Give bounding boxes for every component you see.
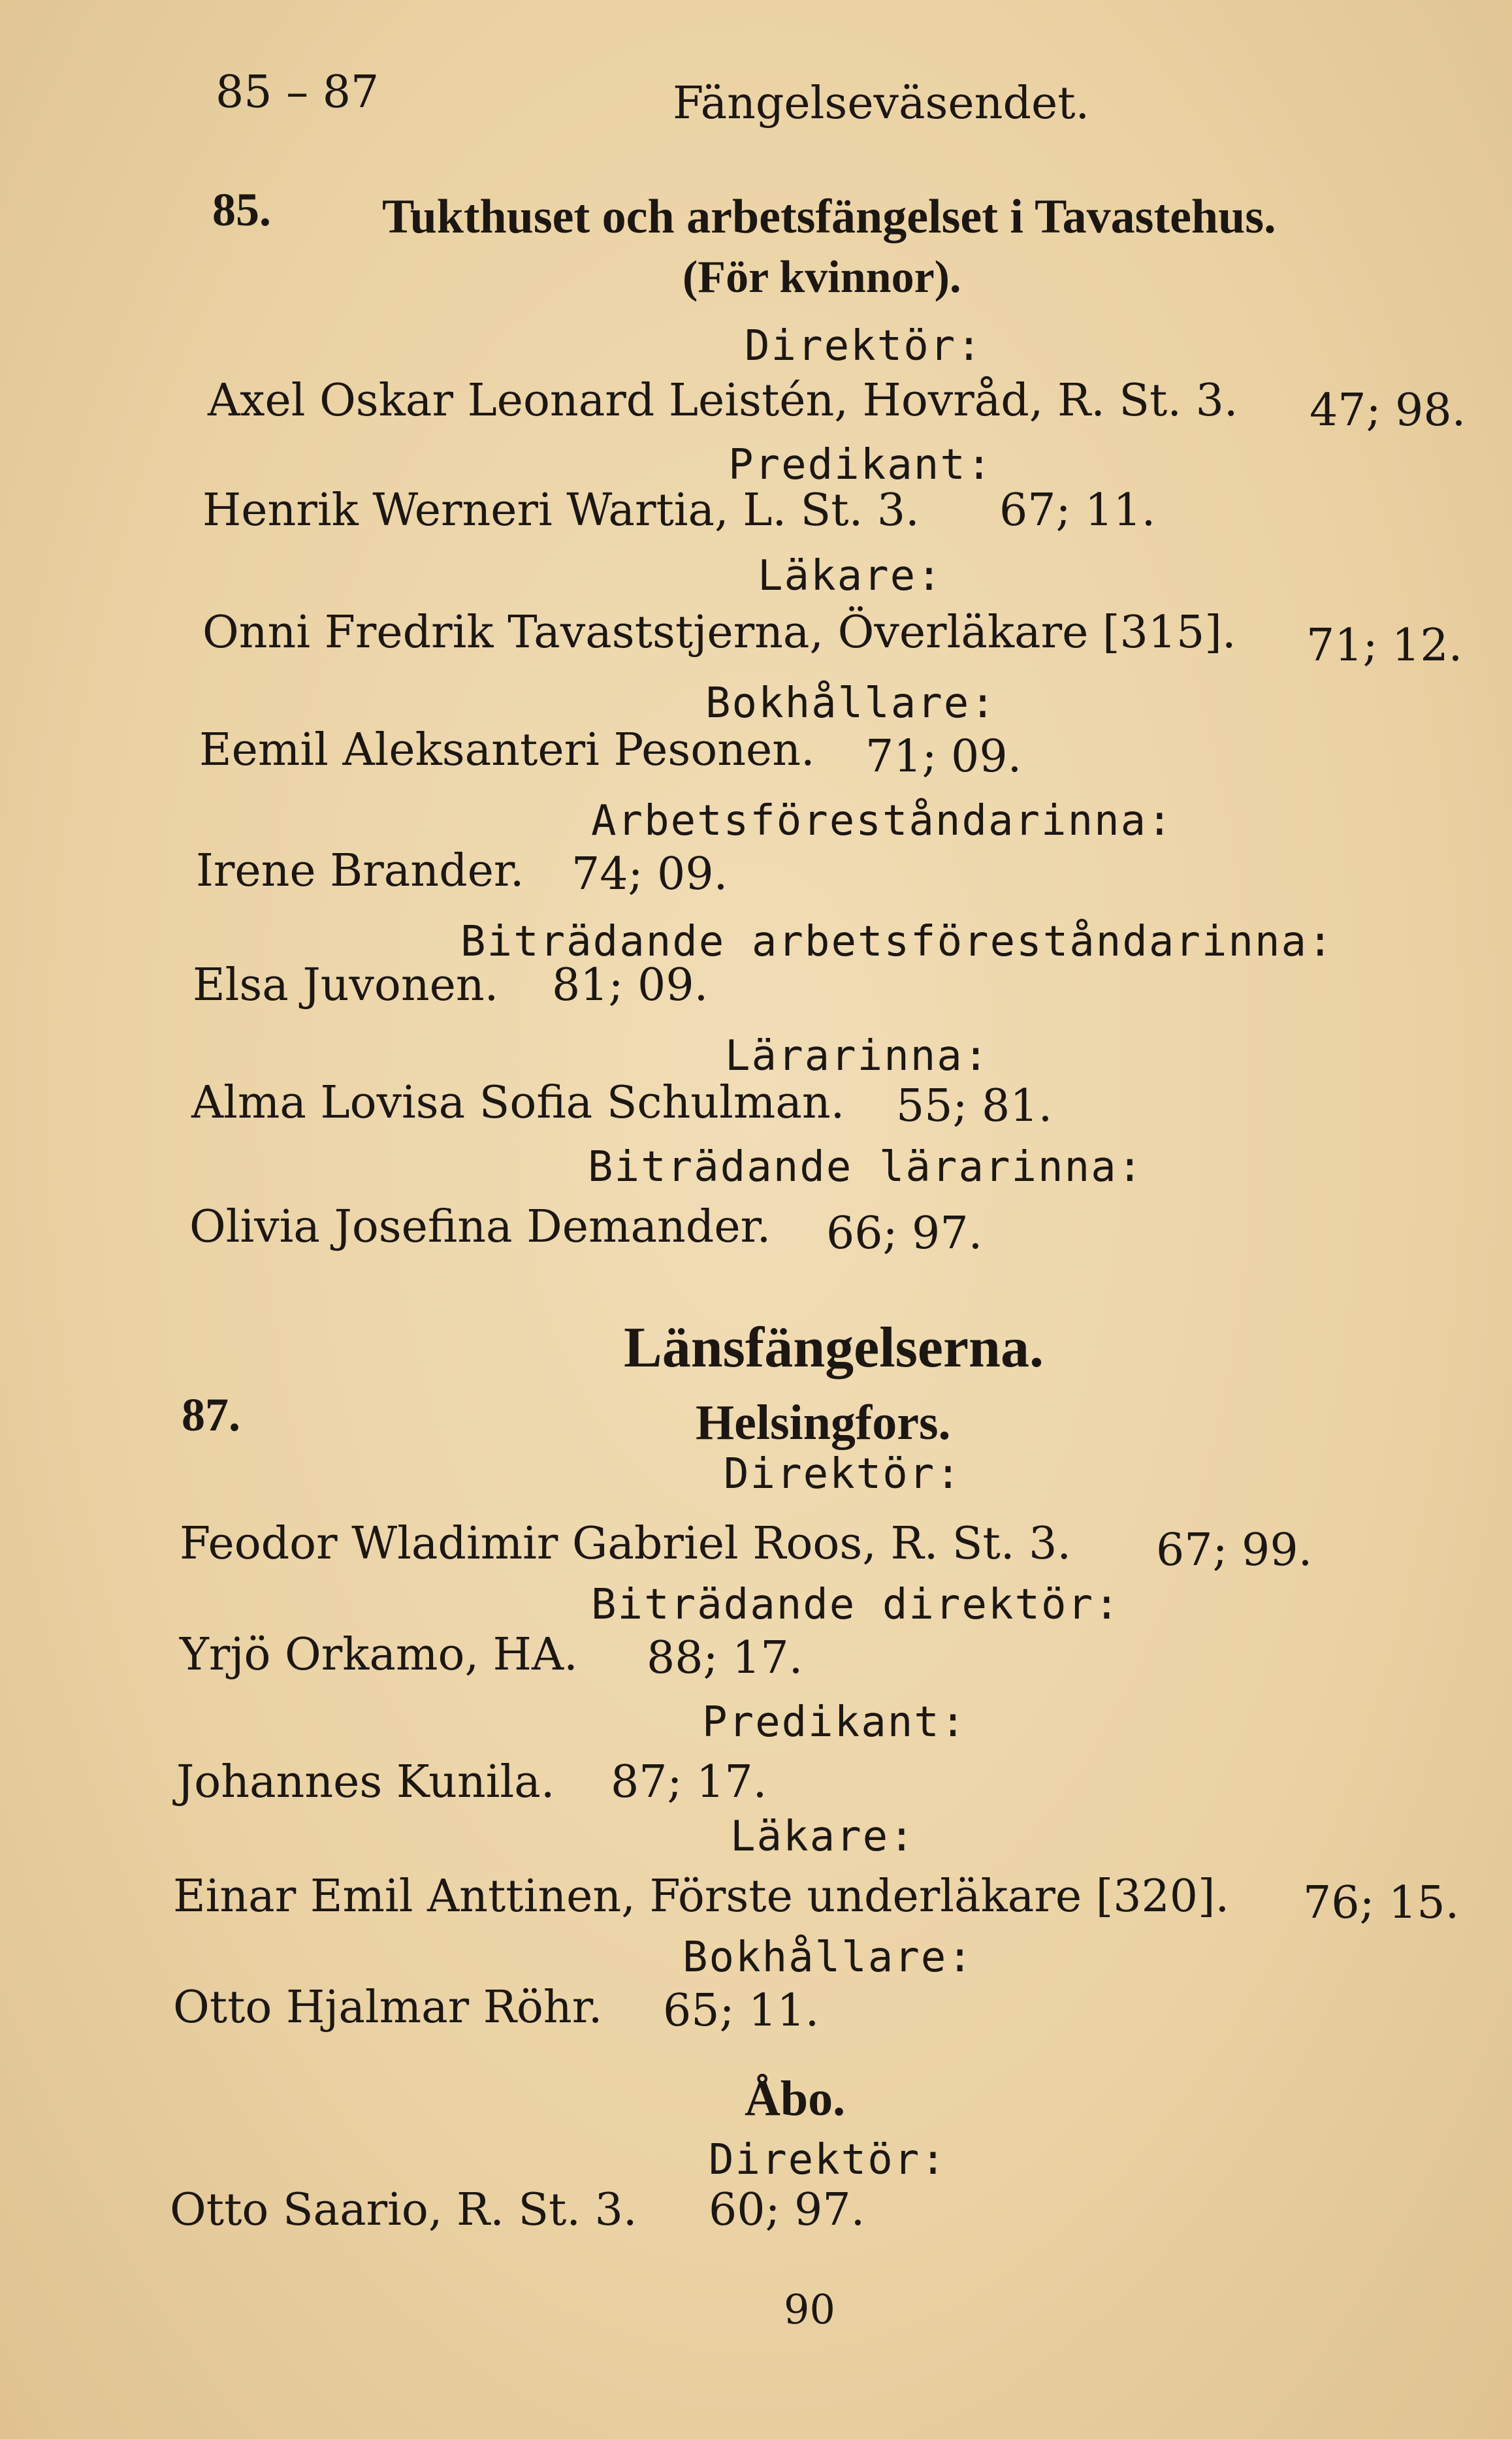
years-value: 71; 09.: [865, 731, 1022, 783]
person-name: Eemil Aleksanteri Pesonen.: [199, 724, 815, 776]
person-name: Elsa Juvonen.: [193, 960, 499, 1011]
years-value: 55; 81.: [896, 1080, 1053, 1132]
person-name: Feodor Wladimir Gabriel Roos, R. St. 3.: [180, 1518, 1071, 1570]
section-85-number: 85.: [212, 184, 271, 236]
person-name: Otto Hjalmar Röhr.: [173, 1982, 603, 2033]
years-value: 67; 99.: [1156, 1525, 1313, 1576]
person-name: Axel Oskar Leonard Leistén, Hovråd, R. St. 3.: [208, 375, 1238, 427]
person-name: Otto Saario, R. St. 3.: [170, 2184, 637, 2236]
role-label: Direktör:: [724, 1450, 962, 1498]
years-value: 67; 11.: [999, 485, 1156, 536]
section-heading: Länsfängelserna.: [624, 1316, 1044, 1380]
running-header-range: 85 – 87: [216, 67, 379, 118]
years-value: 87; 17.: [611, 1756, 767, 1808]
role-label: Predikant:: [702, 1698, 967, 1747]
city-heading: Helsingfors.: [696, 1395, 951, 1450]
role-label: Lärarinna:: [725, 1032, 990, 1080]
role-label: Direktör:: [709, 2136, 947, 2184]
person-name: Johannes Kunila.: [176, 1756, 555, 1808]
role-label: Biträdande direktör:: [591, 1581, 1121, 1629]
page-number: 90: [784, 2286, 835, 2333]
person-name: Henrik Werneri Wartia, L. St. 3.: [202, 485, 920, 536]
role-label: Läkare:: [758, 552, 943, 600]
years-value: 65; 11.: [663, 1985, 820, 2037]
years-value: 66; 97.: [826, 1208, 983, 1259]
years-value: 88; 17.: [647, 1632, 803, 1684]
running-header-title: Fängelseväsendet.: [673, 78, 1090, 129]
role-label: Direktör:: [745, 322, 983, 370]
role-label: Bokhållare:: [705, 679, 997, 728]
years-value: 47; 98.: [1310, 385, 1466, 436]
role-label: Läkare:: [730, 1813, 916, 1861]
years-value: 74; 09.: [571, 848, 728, 900]
role-label: Biträdande arbetsföreståndarinna:: [460, 918, 1334, 966]
role-label: Biträdande lärarinna:: [588, 1143, 1144, 1191]
years-value: 81; 09.: [552, 960, 709, 1011]
years-value: 76; 15.: [1303, 1877, 1460, 1929]
years-value: 60; 97.: [709, 2184, 865, 2236]
person-name: Onni Fredrik Tavaststjerna, Överläkare [315].: [202, 607, 1236, 658]
person-name: Alma Lovisa Sofia Schulman.: [191, 1077, 845, 1129]
person-name: Olivia Josefina Demander.: [189, 1201, 771, 1253]
section-87-number: 87.: [182, 1389, 240, 1441]
city-heading: Åbo.: [745, 2071, 846, 2126]
role-label: Predikant:: [728, 441, 993, 489]
role-label: Arbetsföreståndarinna:: [591, 797, 1174, 845]
person-name: Irene Brander.: [196, 845, 524, 897]
role-label: Bokhållare:: [683, 1933, 974, 1982]
section-85-title: Tukthuset och arbetsfängelset i Tavastehus.: [382, 190, 1276, 244]
section-85-subtitle: (För kvinnor).: [683, 252, 961, 302]
years-value: 71; 12.: [1306, 620, 1463, 671]
person-name: Einar Emil Anttinen, Förste underläkare [320].: [173, 1871, 1230, 1922]
person-name: Yrjö Orkamo, HA.: [180, 1629, 578, 1681]
